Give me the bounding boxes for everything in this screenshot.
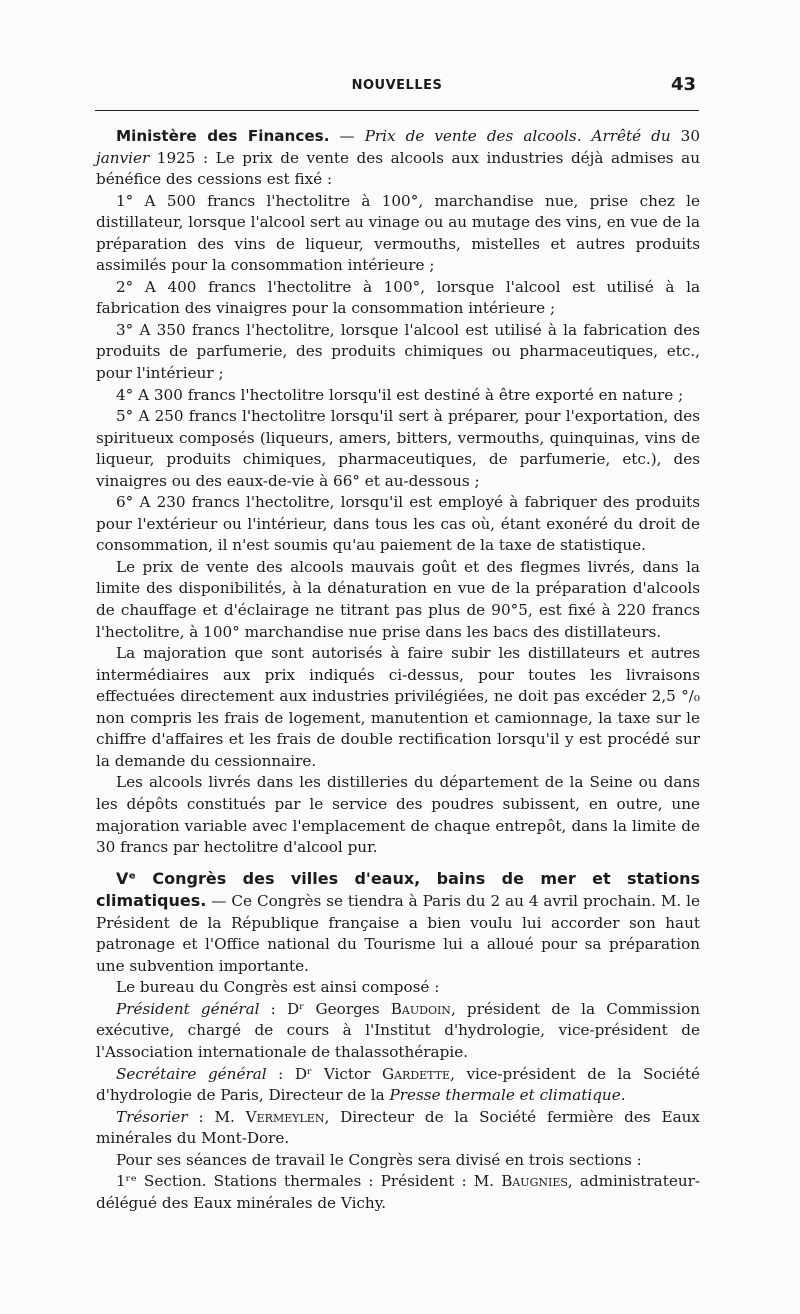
treasurer-description: , Directeur de la Société fermière des Eaux minérales du Mont-Dore. (96, 1107, 700, 1148)
finances-subtitle: Prix de vente des alcools. Arrêté du (364, 127, 671, 145)
finances-dash: — (329, 127, 365, 145)
treasurer-label: Trésorier (116, 1107, 188, 1126)
page-header (95, 74, 699, 104)
header-rule (95, 110, 699, 111)
finances-intro-paragraph (96, 126, 700, 191)
secretary-description: , vice-président de la Société d'hydrologie de Paris, Directeur de la (96, 1064, 701, 1105)
president-name: Baudoin (390, 999, 451, 1018)
finances-intro-text: 1925 : Le prix de vente des alcools aux industries déjà admises au bénéfice des cessions est fixé : (96, 148, 700, 189)
section-thermal-paragraph (96, 1171, 700, 1214)
sections-intro: Pour ses séances de travail le Congrès sera divisé en trois sections : (116, 1150, 642, 1169)
congres-intro-paragraph (96, 868, 700, 978)
section-thermal-prefix: 1ʳᵉ Section. Stations thermales : Président : M. (116, 1172, 502, 1191)
section-thermal-description: , administrateur-délégué des Eaux minérales de Vichy. (96, 1172, 701, 1212)
price-item-1: 1° A 500 francs l'hectolitre à 100°, marchandise nue, prise chez le distillateur, lorsque l'alcool sert au vinage ou au mutage des vins, en vue de la préparation des vins de liqueur, vermouths, mistelles et autres produits assimilés pour la consommation intérieure ; (96, 191, 700, 275)
price-item-5: 5° A 250 francs l'hectolitre lorsqu'il sert à préparer, pour l'exportation, des spiritueux composés (liqueurs, amers, bitters, vermouths, quinquinas, vins de liqueur, produits chimiques, pharmaceutiques, de parfumerie, etc.), des vinaigres ou des eaux-de-vie à 66° et au-dessous ; (96, 407, 700, 490)
secretary-prefix: : Dʳ Victor (266, 1064, 382, 1083)
president-prefix: : Dʳ Georges (259, 999, 391, 1018)
price-item-2: 2° A 400 francs l'hectolitre à 100°, lorsque l'alcool est utilisé à la fabrication des vinaigres pour la consommation intérieure ; (96, 277, 700, 318)
treasurer-prefix: : M. (187, 1107, 246, 1126)
page-number: 43 (670, 74, 696, 95)
paragraph-mauvais-gout: Le prix de vente des alcools mauvais goût et des flegmes livrés, dans la limite des disponibilités, à la dénaturation en vue de la préparation d'alcools de chauffage et d'éclairage ne titrant pas plus de 90°5, est fixé à 220 francs l'hectolitre, à 100° marchandise nue prise dans les bacs des distillateurs. (96, 557, 700, 641)
treasurer-paragraph (96, 1107, 700, 1150)
secretary-name: Gardette (381, 1064, 451, 1083)
finances-heading: Ministère des Finances. (116, 127, 330, 145)
paragraph-majoration: La majoration que sont autorisés à faire subir les distillateurs et autres intermédiaires aux prix indiqués ci-dessus, pour toutes les livraisons effectuées directement aux industries privilégiées, ne doit pas excéder 2,5 °/₀ non compris les frais de logement, manutention et camionnage, la taxe sur le chiffre d'affaires et les frais de double rectification lorsqu'il y est procédé sur la demande du cessionnaire. (96, 644, 700, 770)
treasurer-name: Vermeylen (245, 1107, 325, 1126)
president-label: Président général (116, 999, 260, 1018)
secretary-end: . (620, 1086, 626, 1105)
president-description: , président de la Commission exécutive, chargé de cours à l'Institut d'hydrologie, vice-président de l'Association internationale de thalassothérapie. (96, 999, 701, 1061)
finances-date-month: janvier (96, 148, 150, 167)
price-item-4: 4° A 300 francs l'hectolitre lorsqu'il est destiné à être exporté en nature ; (116, 385, 684, 404)
price-item-6: 6° A 230 francs l'hectolitre, lorsqu'il est employé à fabriquer des produits pour l'extérieur ou l'intérieur, dans tous les cas où, étant exonéré du droit de consommation, il n'est soumis qu'au paiement de la taxe de statistique. (96, 493, 700, 555)
finances-date: 30 (670, 127, 700, 145)
congres-heading: Vᵉ Congrès des villes d'eaux, bains de mer et stations climatiques. (96, 868, 700, 911)
running-title: NOUVELLES (351, 78, 443, 93)
president-paragraph (96, 999, 700, 1064)
secretary-label: Secrétaire général (116, 1064, 267, 1083)
article-body (96, 126, 700, 1214)
secretary-paragraph (96, 1064, 700, 1107)
congres-intro-text: — Ce Congrès se tiendra à Paris du 2 au 4 avril prochain. M. le Président de la République française a bien voulu lui accorder son haut patronage et l'Office national du Tourisme lui a alloué pour sa préparation une subvention importante. (96, 892, 700, 975)
price-item-3: 3° A 350 francs l'hectolitre, lorsque l'alcool est utilisé à la fabrication des produits de parfumerie, des produits chimiques ou pharmaceutiques, etc., pour l'intérieur ; (96, 320, 700, 383)
section-gap (96, 859, 700, 868)
bureau-intro: Le bureau du Congrès est ainsi composé : (116, 978, 440, 997)
secretary-journal: Presse thermale et climatique (389, 1086, 621, 1105)
section-thermal-president-name: Baugnies (501, 1172, 568, 1191)
paragraph-seine: Les alcools livrés dans les distilleries du département de la Seine ou dans les dépôts constitués par le service des poudres subissent, en outre, une majoration variable avec l'emplacement de chaque entrepôt, dans la limite de 30 francs par hectolitre d'alcool pur. (96, 773, 700, 857)
